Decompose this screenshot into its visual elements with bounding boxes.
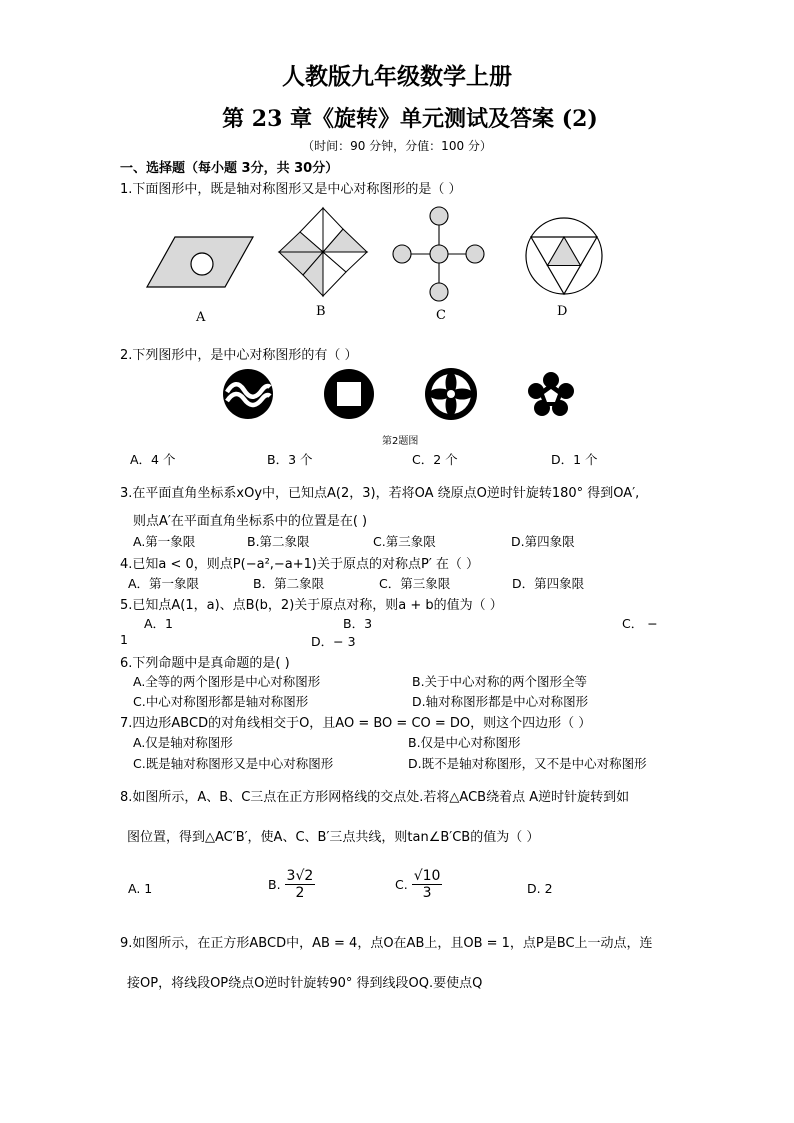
q4-stem: 4.已知a < 0，则点P(−a²,−a+1)关于原点的对称点P′ 在（ ） <box>120 557 480 572</box>
q8-option-b <box>268 868 315 901</box>
q4-option-d: D．第四象限 <box>512 576 585 591</box>
q7-option-b: B.仅是中心对称图形 <box>408 735 521 750</box>
q3-option-b: B.第二象限 <box>247 534 310 549</box>
q6-option-b: B.关于中心对称的两个图形全等 <box>412 674 588 689</box>
q7-option-a: A.仅是轴对称图形 <box>133 735 233 750</box>
section-heading: 一、选择题（每小题 3分，共 30分） <box>120 161 339 176</box>
q8-option-d: D. 2 <box>527 881 553 896</box>
q2-option-d: D．1 个 <box>551 452 598 467</box>
q2-stem: 2.下列图形中，是中心对称图形的有（ ） <box>120 348 358 363</box>
q7-stem: 7.四边形ABCD的对角线相交于O，且AO = BO = CO = DO，则这个四边形（ ） <box>120 716 592 731</box>
q2-figure-a <box>222 368 274 420</box>
q9-line1: 9.如图所示，在正方形ABCD中，AB = 4，点O在AB上，且OB = 1，点P是BC上一动点，连 <box>120 936 653 951</box>
q7-option-c: C.既是轴对称图形又是中心对称图形 <box>133 756 334 771</box>
q8-option-b-prefix: B. <box>268 877 281 892</box>
q5-option-c: C． − <box>622 616 658 631</box>
q5-option-a: A．1 <box>144 616 174 631</box>
q8-option-c <box>395 868 442 901</box>
q4-option-a: A．第一象限 <box>128 576 200 591</box>
q1-figure-a <box>145 232 260 292</box>
q3-option-a: A.第一象限 <box>133 534 196 549</box>
q5-option-b: B．3 <box>343 616 373 631</box>
q2-figure-b <box>323 368 375 420</box>
q8-option-c-denominator: 3 <box>422 885 432 901</box>
q8-option-c-numerator: √10 <box>413 868 441 884</box>
page-title: 人教版九年级数学上册 <box>282 63 512 90</box>
q7-option-d: D.既不是轴对称图形，又不是中心对称图形 <box>408 756 647 771</box>
q3-option-d: D.第四象限 <box>511 534 575 549</box>
q2-figure-d <box>527 371 575 417</box>
q2-option-b: B．3 个 <box>267 452 313 467</box>
q8-option-c-fraction <box>412 868 443 901</box>
q1-label-c: C <box>436 308 446 323</box>
q8-option-c-prefix: C. <box>395 877 408 892</box>
q1-stem: 1.下面图形中，既是轴对称图形又是中心对称图形的是（ ） <box>120 182 462 197</box>
q1-label-b: B <box>316 304 326 319</box>
q2-option-a: A．4 个 <box>130 452 176 467</box>
q8-option-b-numerator: 3√2 <box>286 868 314 884</box>
q6-stem: 6.下列命题中是真命题的是( ) <box>120 656 290 671</box>
q1-figure-b <box>273 205 373 300</box>
q8-line1: 8.如图所示，A、B、C三点在正方形网格线的交点处.若将△ACB绕着点 A逆时针旋转到如 <box>120 790 630 805</box>
q1-figure-d <box>524 216 604 296</box>
q3-line2: 则点A′在平面直角坐标系中的位置是在( ) <box>133 514 368 529</box>
q1-label-d: D <box>557 304 568 319</box>
q2-option-c: C．2 个 <box>412 452 458 467</box>
exam-meta: （时间：90 分钟，分值：100 分） <box>302 139 492 153</box>
q2-caption: 第2题图 <box>382 436 419 447</box>
q8-line2: 图位置，得到△AC′B′，使A、C、B′三点共线，则tan∠B′CB的值为（ ） <box>127 830 540 845</box>
q4-option-c: C．第三象限 <box>379 576 451 591</box>
q9-line2: 接OP，将线段OP绕点O逆时针旋转90° 得到线段OQ.要使点Q <box>127 976 483 991</box>
q5-stem: 5.已知点A(1，a)、点B(b，2)关于原点对称，则a + b的值为（ ） <box>120 598 503 613</box>
q3-line1: 3.在平面直角坐标系xOy中，已知点A(2，3)，若将OA 绕原点O逆时针旋转180° 得到OA′, <box>120 486 640 501</box>
q1-label-a: A <box>196 310 206 325</box>
q5-option-c-value: 1 <box>120 632 128 647</box>
q1-figure-c <box>392 206 487 303</box>
q8-option-b-fraction <box>285 868 316 901</box>
q5-option-d: D．− 3 <box>311 634 356 649</box>
q4-option-b: B．第二象限 <box>253 576 325 591</box>
q2-figure-c <box>424 367 478 421</box>
q8-option-b-denominator: 2 <box>295 885 305 901</box>
q6-option-d: D.轴对称图形都是中心对称图形 <box>412 694 589 709</box>
q8-option-a: A. 1 <box>128 881 153 896</box>
q3-option-c: C.第三象限 <box>373 534 436 549</box>
page-subtitle: 第 23 章《旋转》单元测试及答案 (2) <box>222 106 598 132</box>
q6-option-c: C.中心对称图形都是轴对称图形 <box>133 694 309 709</box>
q6-option-a: A.全等的两个图形是中心对称图形 <box>133 674 321 689</box>
